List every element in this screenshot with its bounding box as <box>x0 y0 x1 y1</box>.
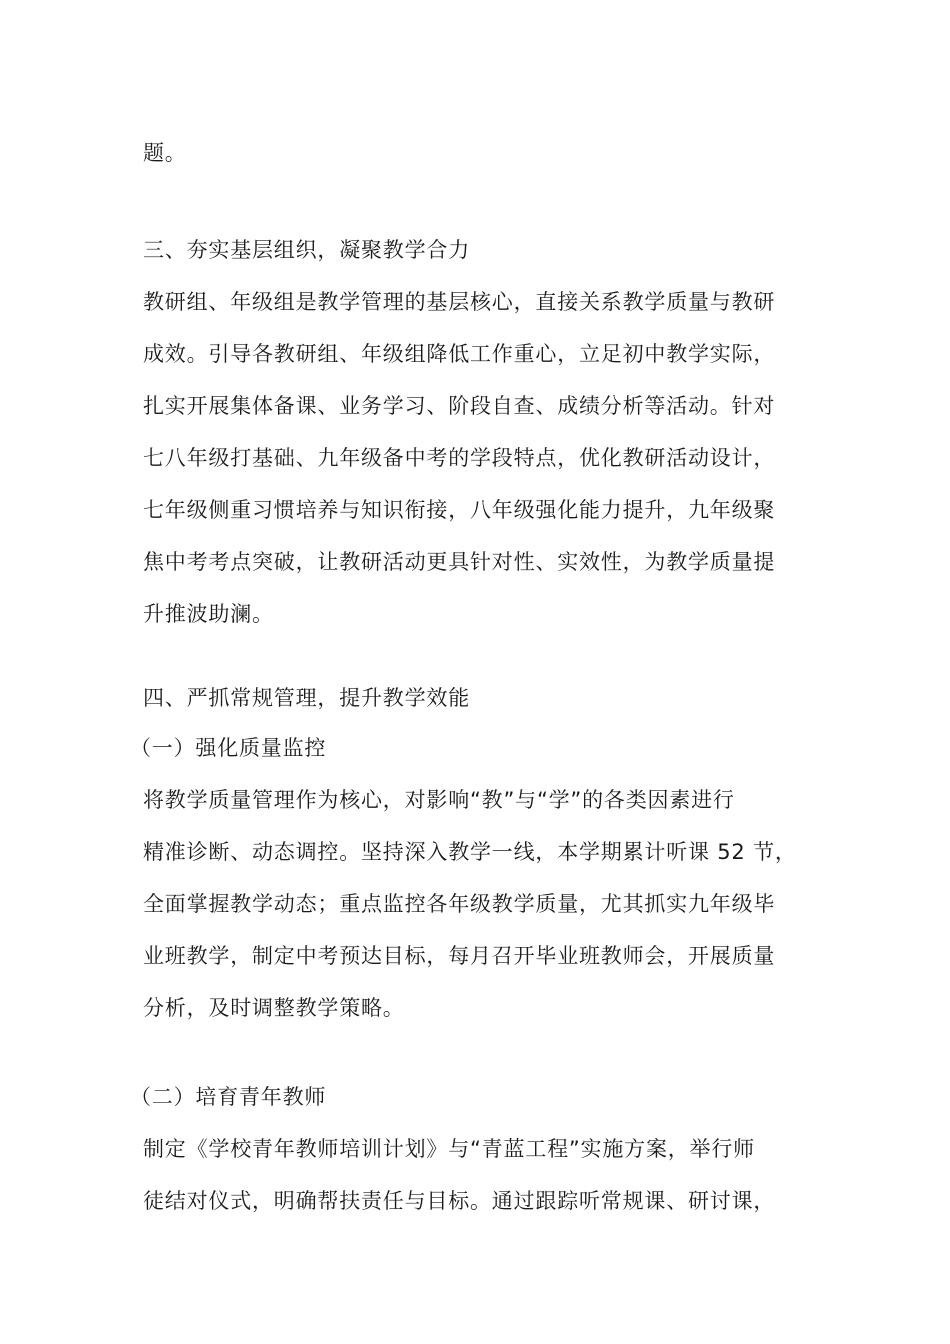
paragraph-line: 将教学质量管理作为核心，对影响“教”与“学”的各类因素进行 <box>143 788 735 812</box>
subsection-heading-1: （一）强化质量监控 <box>130 736 327 760</box>
paragraph-line: 制定《学校青年教师培训计划》与“青蓝工程”实施方案，举行师 <box>143 1137 755 1161</box>
paragraph-line: 扎实开展集体备课、业务学习、阶段自查、成绩分析等活动。针对 <box>143 394 776 418</box>
paragraph-line: 教研组、年级组是教学管理的基层核心，直接关系教学质量与教研 <box>143 290 776 314</box>
paragraph-line: 分析，及时调整教学策略。 <box>143 996 405 1020</box>
section-heading-4: 四、严抓常规管理，提升教学效能 <box>143 686 470 710</box>
paragraph-line: 题。 <box>143 141 187 165</box>
subsection-heading-2: （二）培育青年教师 <box>130 1085 327 1109</box>
paragraph-line: 精准诊断、动态调控。坚持深入教学一线，本学期累计听课 52 节， <box>143 840 797 864</box>
paragraph-line: 升推波助澜。 <box>143 602 274 626</box>
paragraph-line: 业班教学，制定中考预达目标，每月召开毕业班教师会，开展质量 <box>143 944 776 968</box>
paragraph-line: 全面掌握教学动态；重点监控各年级教学质量，尤其抓实九年级毕 <box>143 892 776 916</box>
paragraph-line: 徒结对仪式，明确帮扶责任与目标。通过跟踪听常规课、研讨课， <box>143 1189 776 1213</box>
paragraph-line: 成效。引导各教研组、年级组降低工作重心，立足初中教学实际， <box>143 342 776 366</box>
paragraph-line: 焦中考考点突破，让教研活动更具针对性、实效性，为教学质量提 <box>143 550 776 574</box>
paragraph-line: 七八年级打基础、九年级备中考的学段特点，优化教研活动设计， <box>143 446 776 470</box>
paragraph-line: 七年级侧重习惯培养与知识衔接，八年级强化能力提升，九年级聚 <box>143 498 776 522</box>
section-heading-3: 三、夯实基层组织，凝聚教学合力 <box>143 238 470 262</box>
